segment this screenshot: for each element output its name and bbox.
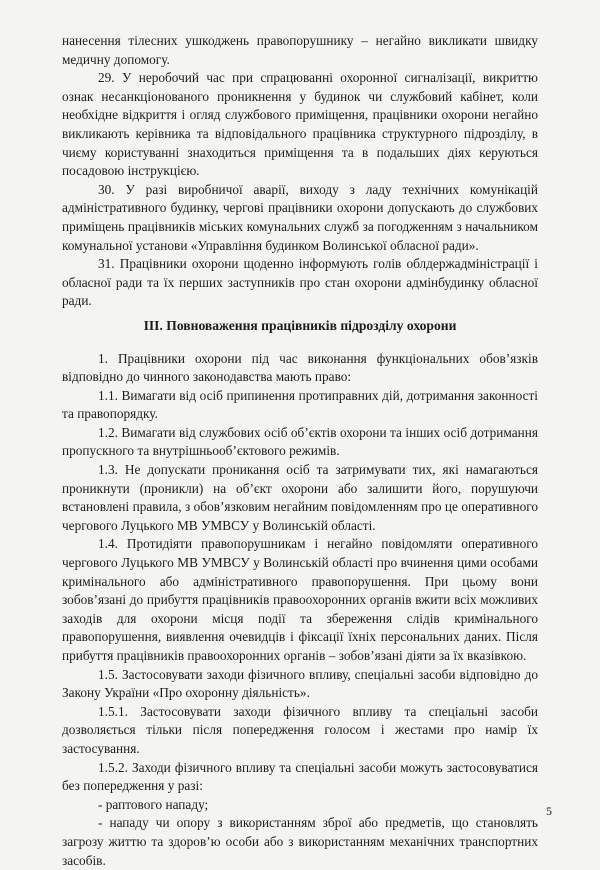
paragraph-31: 31. Працівники охорони щоденно інформують голів облдержадміністрації і обласної ради та їх перших заступників про стан охорони адмінбудинку обласної ради.	[62, 255, 538, 311]
paragraph-1-5-2: 1.5.2. Заходи фізичного впливу та спеціальні засоби можуть застосовуватися без попередження у разі:	[62, 759, 538, 796]
paragraph-29: 29. У неробочий час при спрацюванні охоронної сигналізації, викриттю ознак несанкціонованого проникнення у будинок чи службовий кабінет, коли необхідне відкриття і огляд службового приміщення, працівники охорони негайно викликають керівника та відповідального працівника структурного підрозділу, в чиєму користуванні знаходиться приміщення та в подальших діях керуються посадовою інструкцією.	[62, 69, 538, 181]
paragraph-1-2: 1.2. Вимагати від службових осіб об’єктів охорони та інших осіб дотримання пропускного та внутрішньооб’єктового режимів.	[62, 424, 538, 461]
section-title: ІІІ. Повноваження працівників підрозділу охорони	[62, 317, 538, 336]
dash-item-2: - нападу чи опору з використанням зброї або предметів, що становлять загрозу життю та здоров’ю особи або з використанням механічних транспортних засобів.	[62, 814, 538, 870]
paragraph-1-5-1: 1.5.1. Застосовувати заходи фізичного впливу та спеціальні засоби дозволяється тільки після попередження голосом і жестами про намір їх застосування.	[62, 703, 538, 759]
page-number: 5	[546, 804, 552, 819]
paragraph-1: 1. Працівники охорони під час виконання функціональних обов’язків відповідно до чинного законодавства мають право:	[62, 350, 538, 387]
paragraph-30: 30. У разі виробничої аварії, виходу з ладу технічних комунікацій адміністративного будинку, чергові працівники охорони допускають до службових приміщень працівників міських комунальних служб за погодженням з начальником комунальної установи «Управління будинком Волинської обласної ради».	[62, 181, 538, 255]
paragraphs-before	[62, 32, 538, 311]
paragraph-1-5: 1.5. Застосовувати заходи фізичного впливу, спеціальні засоби відповідно до Закону України «Про охоронну діяльність».	[62, 666, 538, 703]
paragraphs-after	[62, 350, 538, 870]
paragraph-1-1: 1.1. Вимагати від осіб припинення протиправних дій, дотримання законності та правопорядку.	[62, 387, 538, 424]
paragraph-1-3: 1.3. Не допускати проникання осіб та затримувати тих, які намагаються проникнути (проникли) на об’єкт охорони або залишити його, порушуючи встановлені правила, з обов’язковим негайним повідомленням про це оперативного чергового Луцького МВ УМВСУ у Волинській області.	[62, 461, 538, 535]
paragraph-1-4: 1.4. Протидіяти правопорушникам і негайно повідомляти оперативного чергового Луцького МВ УМВСУ у Волинській області про вчинення цими особами кримінального або адміністративного правопорушення. При цьому вони зобов’язані до прибуття працівників правоохоронних органів вжити всіх можливих заходів для охорони місця події та збереження слідів кримінального правопорушення, виявлення очевидців і фіксації їхніх персональних даних. Після прибуття працівників правоохоронних органів – зобов’язані діяти за їх вказівкою.	[62, 535, 538, 665]
paragraph-continuation: нанесення тілесних ушкоджень правопорушнику – негайно викликати швидку медичну допомогу.	[62, 32, 538, 69]
dash-item-1: - раптового нападу;	[62, 796, 538, 815]
